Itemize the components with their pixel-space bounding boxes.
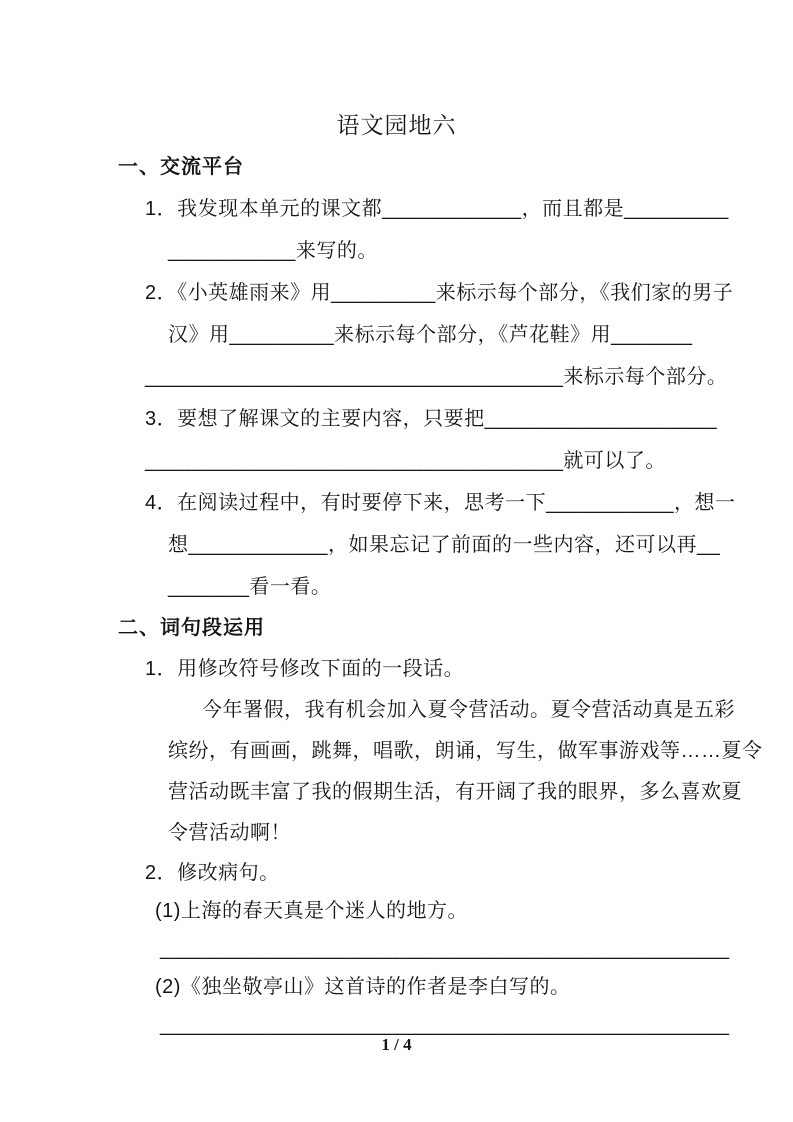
item-1-line-1: 1．我发现本单元的课文都____________，而且都是_________ xyxy=(145,198,729,220)
sentence-2: (2)《独坐敬亭山》这首诗的作者是李白写的。 xyxy=(155,976,571,998)
item-2-line-1: 2．《小英雄雨来》用_________来标示每个部分，《我们家的男子 xyxy=(145,282,734,304)
section-2-heading: 二、词句段运用 xyxy=(118,617,265,639)
item-3-line-1: 3．要想了解课文的主要内容，只要把____________________ xyxy=(145,408,718,430)
exercise-paragraph-line-4: 令营活动啊！ xyxy=(168,822,291,844)
exercise-paragraph-line-1: 今年署假，我有机会加入夏令营活动。夏令营活动真是五彩 xyxy=(202,699,735,721)
item-4-line-1: 4．在阅读过程中，有时要停下来，思考一下___________，想一 xyxy=(145,492,736,514)
sentence-1: (1)上海的春天真是个迷人的地方。 xyxy=(155,900,468,922)
item-3-line-2: ____________________________________就可以了。 xyxy=(145,450,666,472)
item-4-line-2: 想____________，如果忘记了前面的一些内容，还可以再__ xyxy=(168,534,721,556)
page-number: 1 / 4 xyxy=(381,1035,412,1054)
sentence-1-answer-blank: _________________________________________________ xyxy=(160,938,730,960)
page-title: 语文园地六 xyxy=(336,112,457,138)
sentence-2-answer-blank: _________________________________________________ xyxy=(160,1014,730,1036)
section-1-heading: 一、交流平台 xyxy=(118,156,244,178)
section-2-item-2-prompt: 2．修改病句。 xyxy=(145,862,280,884)
item-1-line-2: ___________来写的。 xyxy=(168,240,378,262)
item-2-line-2: 汉》用_________来标示每个部分，《芦花鞋》用_______ xyxy=(168,324,693,346)
exercise-paragraph-line-2: 缤纷，有画画，跳舞，唱歌，朗诵，写生，做军事游戏等……夏令 xyxy=(168,740,763,762)
item-4-line-3: _______看一看。 xyxy=(168,576,332,598)
exercise-paragraph-line-3: 营活动既丰富了我的假期生活，有开阔了我的眼界，多么喜欢夏 xyxy=(168,781,742,803)
section-2-item-1-prompt: 1．用修改符号修改下面的一段话。 xyxy=(145,658,465,680)
item-2-line-3: ____________________________________来标示每个部分。 xyxy=(145,366,728,388)
